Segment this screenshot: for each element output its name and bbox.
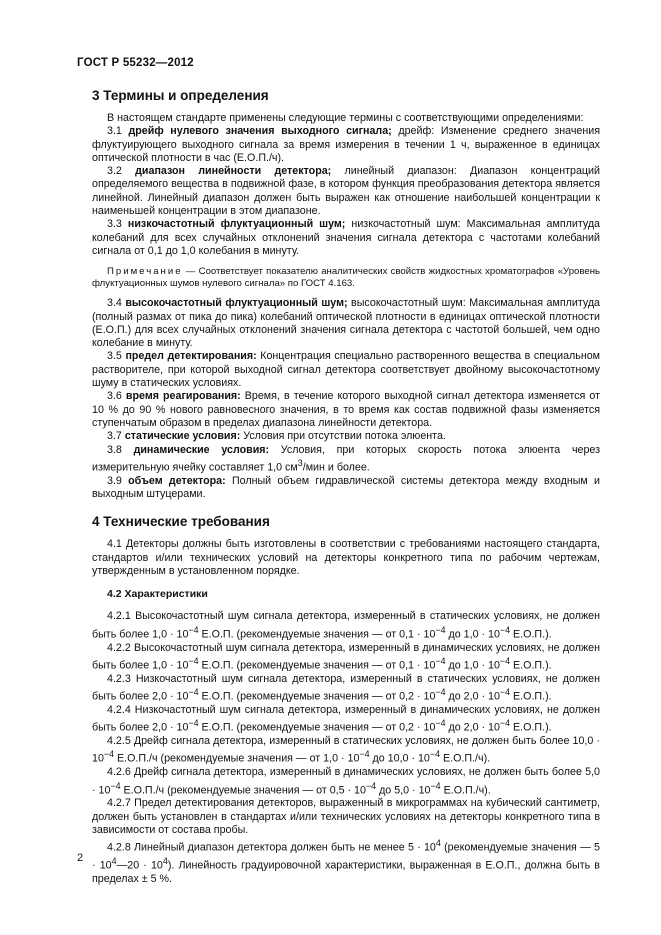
term-definition: Концентрация специально растворенного вещества в специальном растворителе, при которой выходной сигнал детектора соответствует двойному высокочастотному шуму в статических условиях. — [92, 350, 601, 390]
para-4-2-1: 4.2.1 Высокочастотный шум сигнала детектора, измеренный в статических условиях, не должен быть более $1,0 \cdot 10^{-4}$ Е.О.П. (рекомендуемые значения — от $0,1 \cdot 10^{-4}$ до $1,0 \cdot 10^{-4}$ Е.О.П.). — [92, 610, 600, 641]
term-definition: низкочастотный шум: Максимальная амплитуда колебаний для всех случайных отклонений значения сигнала детектора с частотами колебаний сигнала от 0,1 до 1,0 колебания в минуту. — [92, 218, 601, 257]
term-number: 3.3 — [107, 218, 128, 231]
para-4-2-2: 4.2.2 Высокочастотный шум сигнала детектора, измеренный в динамических условиях, не должен быть более $1,0 \cdot 10^{-4}$ Е.О.П. (рекомендуемые значения — от $0,1 \cdot 10^{-4}$ до $1,0 \cdot 10^{-4}$ Е.О.П.). — [92, 641, 600, 672]
term-definition: Условия при отсутствии потока элюента. — [240, 430, 446, 443]
term-number: 3.1 — [107, 125, 129, 138]
term-name: динамические условия: — [133, 443, 270, 456]
term-name: время реагирования: — [125, 390, 241, 403]
term-name: предел детектирования: — [125, 350, 257, 363]
subsection-4-2-title: 4.2 Характеристики — [107, 588, 208, 601]
para-4-2-5: 4.2.5 Дрейф сигнала детектора, измеренный в статических условиях, не должен быть более $10,0 \cdot 10^{-4}$ Е.О.П./ч (рекомендуемые значения — от $1,0 \cdot 10^{-4}$ до $10,0 \cdot 10^{-4}$ Е.О.П./ч). — [92, 735, 600, 765]
term-name: высокочастотный флуктуационный шум; — [125, 297, 348, 310]
term-3-1 — [92, 125, 600, 165]
para-4-1: 4.1 Детекторы должны быть изготовлены в соответствии с требованиями настоящего стандарта, стандартов и/или технических условий на детекторы конкретного типа по рабочим чертежам, утвержденным в установленном порядке. — [92, 538, 600, 577]
section-4-title: 4 Технические требования — [92, 514, 270, 530]
term-number: 3.9 — [107, 474, 129, 487]
superscript: 3 — [297, 457, 303, 468]
term-3-9 — [92, 475, 600, 502]
para-4-2-3: 4.2.3 Низкочастотный шум сигнала детектора, измеренный в статических условиях, не должен быть более $2,0 \cdot 10^{-4}$ Е.О.П. (рекомендуемые значения — от $0,2 \cdot 10^{-4}$ до $2,0 \cdot 10^{-4}$ Е.О.П.). — [92, 672, 600, 703]
term-number: 3.7 — [107, 430, 125, 443]
note-label: Примечание — [107, 266, 183, 278]
para-4-2-8: 4.2.8 Линейный диапазон детектора должен быть не менее $5 \cdot 10^4$ (рекомендуемые значения — $5 \cdot 10^4—20 \cdot 10^4$). Линейность градуировочной характеристики, выраженная в Е.О.П., должна быть в пределах ± 5 %. — [92, 838, 600, 886]
term-number: 3.4 — [107, 297, 126, 310]
term-3-3 — [92, 218, 600, 258]
term-number: 3.6 — [107, 390, 126, 403]
page-number: 2 — [77, 852, 84, 864]
note-text: — Соответствует показателю аналитических свойств жидкостных хроматографов «Уровень флуктуационных шумов нулевого сигнала» по ГОСТ 4.163. — [92, 266, 600, 290]
term-3-2 — [92, 165, 600, 218]
term-name: статические условия: — [124, 430, 241, 443]
term-name: диапазон линейности детектора; — [135, 165, 332, 178]
section-3-title: 3 Термины и определения — [92, 88, 269, 103]
term-3-6 — [92, 390, 600, 430]
page-content — [92, 88, 600, 886]
term-name: низкочастотный флуктуационный шум; — [127, 218, 346, 231]
para-4-2-6: 4.2.6 Дрейф сигнала детектора, измеренный в динамических условиях, не должен быть более $5,0 \cdot 10^{-4}$ Е.О.П./ч (рекомендуемые значения — от $0,5 \cdot 10^{-4}$ до $5,0 \cdot 10^{-4}$ Е.О.П./ч). — [92, 766, 600, 797]
document-header: ГОСТ Р 55232—2012 — [77, 57, 194, 69]
term-definition: Время, в течение которого выходной сигнал детектора изменяется от 10 % до 90 % нового равновесного значения, в то время как состав подвижной фазы изменяется ступенчатым образом в пределах диапазона линейности детектора. — [92, 390, 601, 429]
term-definition: Условия, при которых скорость потока элюента через измерительную ячейку составляет 1,0 см — [92, 443, 601, 474]
term-3-5 — [92, 350, 600, 390]
term-definition: высокочастотный шум: Максимальная амплитуда (полный размах от пика до пика) колебаний оптической плотности в единицах оптической плотности (Е.О.П.) для всех случайных отклонений значения сигнала детектора с частотой большей, чем одно колебание в минуту. — [92, 297, 601, 350]
term-number: 3.5 — [107, 350, 126, 363]
term-name: дрейф нулевого значения выходного сигнала; — [128, 125, 392, 138]
term-definition: линейный диапазон: Диапазон концентраций определяемого вещества в подвижной фазе, в котором функция преобразования детектора является линейной. Линейный диапазон должен быть выражен как отношение наибольшей концентрации к наименьшей концентрации в этом диапазоне. — [92, 165, 600, 218]
note — [92, 266, 600, 290]
section-3-intro: В настоящем стандарте применены следующие термины с соответствующими определениями: — [107, 112, 584, 124]
term-number: 3.2 — [107, 165, 136, 178]
para-4-2-7: 4.2.7 Предел детектирования детекторов, выраженный в микрограммах на кубический сантиметр, должен быть установлен в стандартах и/или технических условиях на детекторы конкретного типа в зависимости от состава пробы. — [92, 797, 600, 836]
term-3-8 — [92, 444, 600, 475]
term-definition-tail: /мин и более. — [302, 461, 370, 474]
para-4-2-4: 4.2.4 Низкочастотный шум сигнала детектора, измеренный в динамических условиях, не должен быть более $2,0 \cdot 10^{-4}$ Е.О.П. (рекомендуемые значения — от $0,2 \cdot 10^{-4}$ до $2,0 \cdot 10^{-4}$ Е.О.П.). — [92, 703, 600, 734]
term-3-4 — [92, 297, 600, 350]
term-3-7 — [92, 430, 600, 443]
term-number: 3.8 — [107, 443, 134, 456]
term-definition: Полный объем гидравлической системы детектора между входным и выходным штуцерами. — [92, 474, 600, 500]
term-name: объем детектора: — [128, 474, 226, 487]
term-definition: дрейф: Изменение среднего значения флуктуирующего выходного сигнала за время измерения в течении 1 ч, выраженное в единицах оптической плотности в час (Е.О.П./ч). — [92, 125, 601, 164]
